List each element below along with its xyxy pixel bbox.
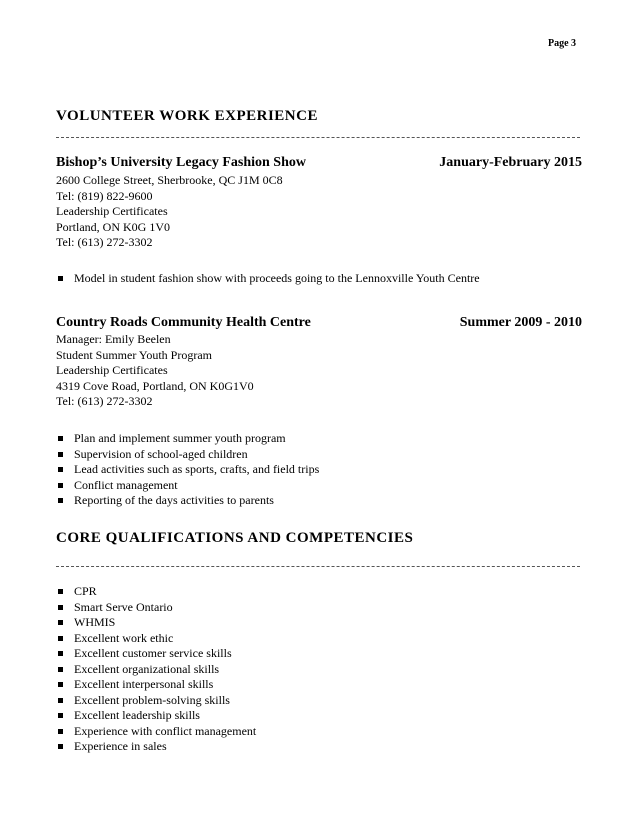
job-organization: Bishop’s University Legacy Fashion Show	[56, 155, 306, 170]
list-item: Excellent problem-solving skills	[56, 693, 256, 709]
volunteer-section-title: VOLUNTEER WORK EXPERIENCE	[56, 108, 318, 124]
detail-line: Tel: (613) 272-3302	[56, 394, 153, 408]
detail-line: 2600 College Street, Sherbrooke, QC J1M 0C8	[56, 173, 283, 187]
list-item: CPR	[56, 584, 256, 600]
list-item: Supervision of school-aged children	[56, 447, 319, 463]
list-item: Excellent organizational skills	[56, 662, 256, 678]
list-item: Experience with conflict management	[56, 724, 256, 740]
detail-line: Tel: (819) 822-9600	[56, 188, 153, 203]
job-organization: Country Roads Community Health Centre	[56, 315, 311, 330]
detail-line: 4319 Cove Road, Portland, ON K0G1V0	[56, 378, 254, 393]
list-item: Conflict management	[56, 478, 319, 494]
list-item: Experience in sales	[56, 739, 256, 755]
list-item: Smart Serve Ontario	[56, 600, 256, 616]
list-item: WHMIS	[56, 615, 256, 631]
list-item: Excellent leadership skills	[56, 708, 256, 724]
job-dates: January-February 2015	[439, 155, 582, 170]
list-item: Excellent interpersonal skills	[56, 677, 256, 693]
detail-line: Portland, ON K0G 1V0	[56, 219, 170, 234]
detail-line: Student Summer Youth Program	[56, 347, 213, 362]
job-header-country-roads	[56, 315, 582, 331]
list-item: Excellent work ethic	[56, 631, 256, 647]
list-item: Plan and implement summer youth program	[56, 431, 319, 447]
list-item: Model in student fashion show with proceeds going to the Lennoxville Youth Centre	[56, 271, 480, 287]
core-section-title: CORE QUALIFICATIONS AND COMPETENCIES	[56, 530, 414, 546]
list-item: Excellent customer service skills	[56, 646, 256, 662]
detail-line: Leadership Certificates	[56, 363, 168, 377]
list-item: Reporting of the days activities to parents	[56, 493, 319, 509]
detail-line: Manager: Emily Beelen	[56, 332, 171, 346]
job-header-bishops	[56, 155, 582, 171]
job-details-bishops	[56, 173, 283, 251]
detail-line: Tel: (613) 272-3302	[56, 235, 153, 249]
duties-list-country-roads	[56, 431, 319, 509]
qualifications-list	[56, 584, 256, 755]
section-divider	[56, 566, 580, 567]
duties-list-bishops	[56, 271, 480, 287]
detail-line: Leadership Certificates	[56, 204, 168, 218]
page-number: Page 3	[548, 38, 577, 49]
job-dates: Summer 2009 - 2010	[459, 315, 582, 330]
job-details-country-roads	[56, 332, 254, 410]
list-item: Lead activities such as sports, crafts, and field trips	[56, 462, 319, 478]
section-divider	[56, 137, 580, 138]
